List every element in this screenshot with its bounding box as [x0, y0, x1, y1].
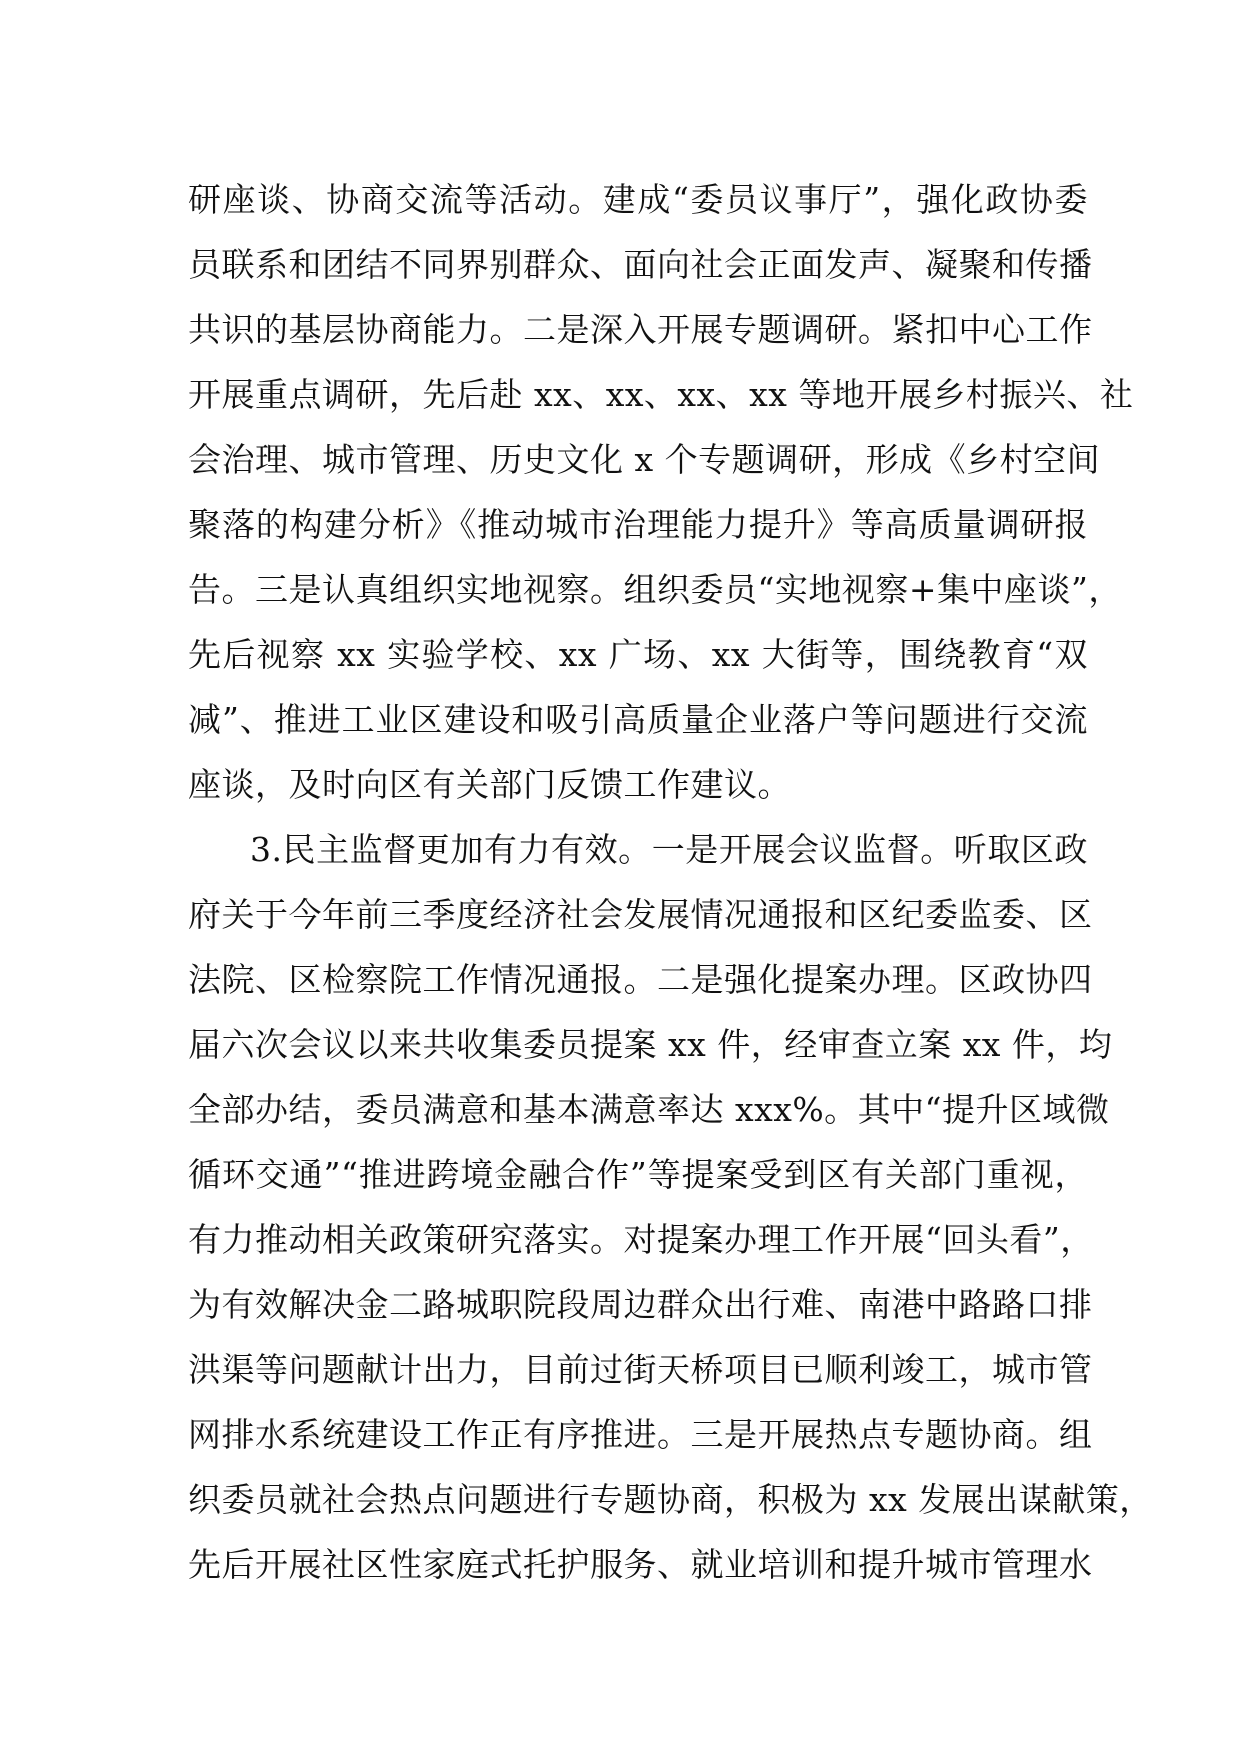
- text-line: 研座谈、协商交流等活动。建成“委员议事厅”，强化政协委: [188, 180, 1088, 219]
- text-line: 届六次会议以来共收集委员提案 xx 件，经审查立案 xx 件，均: [188, 1025, 1113, 1064]
- text-line: 先后视察 xx 实验学校、xx 广场、xx 大街等，围绕教育“双: [188, 635, 1088, 674]
- text-line: 府关于今年前三季度经济社会发展情况通报和区纪委监委、区: [188, 895, 1093, 934]
- text-line: 共识的基层协商能力。二是深入开展专题调研。紧扣中心工作: [188, 310, 1093, 349]
- text-line: 为有效解决金二路城职院段周边群众出行难、南港中路路口排: [188, 1285, 1093, 1324]
- text-line: 开展重点调研，先后赴 xx、xx、xx、xx 等地开展乡村振兴、社: [188, 375, 1134, 414]
- text-line: 织委员就社会热点问题进行专题协商，积极为 xx 发展出谋献策，: [188, 1480, 1153, 1519]
- text-line: 告。三是认真组织实地视察。组织委员“实地视察+集中座谈”，: [188, 570, 1122, 609]
- paragraph-start-line: 3.民主监督更加有力有效。一是开展会议监督。听取区政: [250, 830, 1088, 869]
- text-line: 法院、区检察院工作情况通报。二是强化提案办理。区政协四: [188, 960, 1093, 999]
- text-line: 先后开展社区性家庭式托护服务、就业培训和提升城市管理水: [188, 1545, 1093, 1584]
- text-line: 聚落的构建分析》《推动城市治理能力提升》等高质量调研报: [188, 505, 1088, 544]
- body-text: [188, 167, 1153, 1597]
- text-line: 网排水系统建设工作正有序推进。三是开展热点专题协商。组: [188, 1415, 1093, 1454]
- text-line: 减”、推进工业区建设和吸引高质量企业落户等问题进行交流: [188, 700, 1088, 739]
- text-line: 座谈，及时向区有关部门反馈工作建议。: [188, 765, 791, 804]
- text-line: 有力推动相关政策研究落实。对提案办理工作开展“回头看”，: [188, 1220, 1094, 1259]
- text-line: 员联系和团结不同界别群众、面向社会正面发声、凝聚和传播: [188, 245, 1093, 284]
- text-line: 全部办结，委员满意和基本满意率达 xxx%。其中“提升区域微: [188, 1090, 1110, 1129]
- text-line: 会治理、城市管理、历史文化 x 个专题调研，形成《乡村空间: [188, 440, 1101, 479]
- text-line: 循环交通”“推进跨境金融合作”等提案受到区有关部门重视，: [188, 1155, 1088, 1194]
- text-line: 洪渠等问题献计出力，目前过街天桥项目已顺利竣工，城市管: [188, 1350, 1093, 1389]
